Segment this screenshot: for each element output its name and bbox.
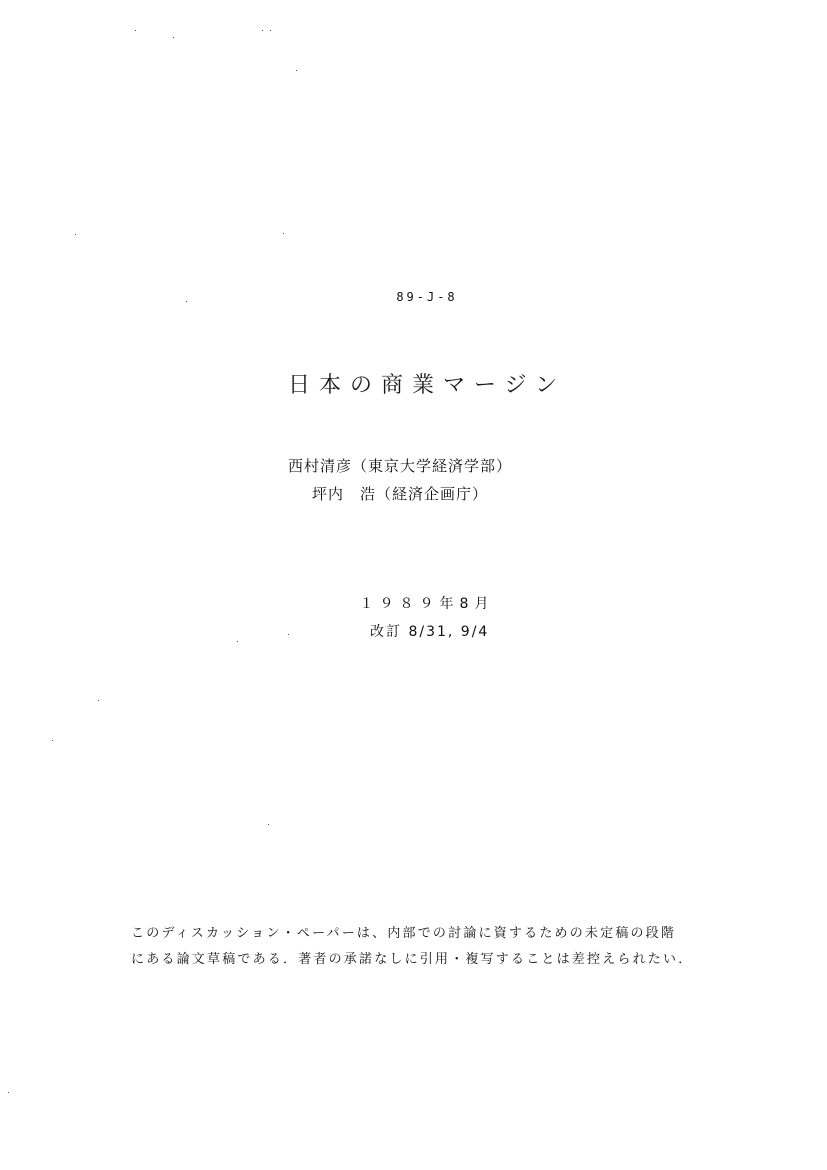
scan-speck	[75, 234, 76, 235]
scan-speck	[288, 634, 289, 635]
scan-speck	[237, 641, 238, 642]
notice-line-1: このディスカッション・ペーパーは、内部での討論に資するための未定稿の段階	[131, 926, 677, 941]
scan-speck	[270, 30, 271, 31]
scan-speck	[268, 824, 269, 825]
scan-speck	[296, 70, 297, 71]
scan-speck	[8, 1092, 9, 1093]
scan-speck	[52, 740, 53, 741]
scan-speck	[98, 700, 99, 701]
author-line-2: 坪内 浩（経済企画庁）	[312, 485, 489, 503]
scan-speck	[173, 37, 174, 38]
revision-dates: 改訂 8/31, 9/4	[370, 624, 490, 640]
publication-date: １９８９年8月	[359, 596, 495, 612]
paper-id: 89-J-8	[396, 290, 458, 304]
scan-speck	[262, 30, 263, 31]
document-title: 日本の商業マージン	[287, 373, 566, 398]
notice-line-2: にある論文草稿である．著者の承諾なしに引用・複写することは差控えられたい．	[131, 952, 694, 967]
scan-speck	[283, 233, 284, 234]
scan-speck	[135, 30, 136, 31]
author-line-1: 西村清彦（東京大学経済学部）	[288, 457, 513, 475]
